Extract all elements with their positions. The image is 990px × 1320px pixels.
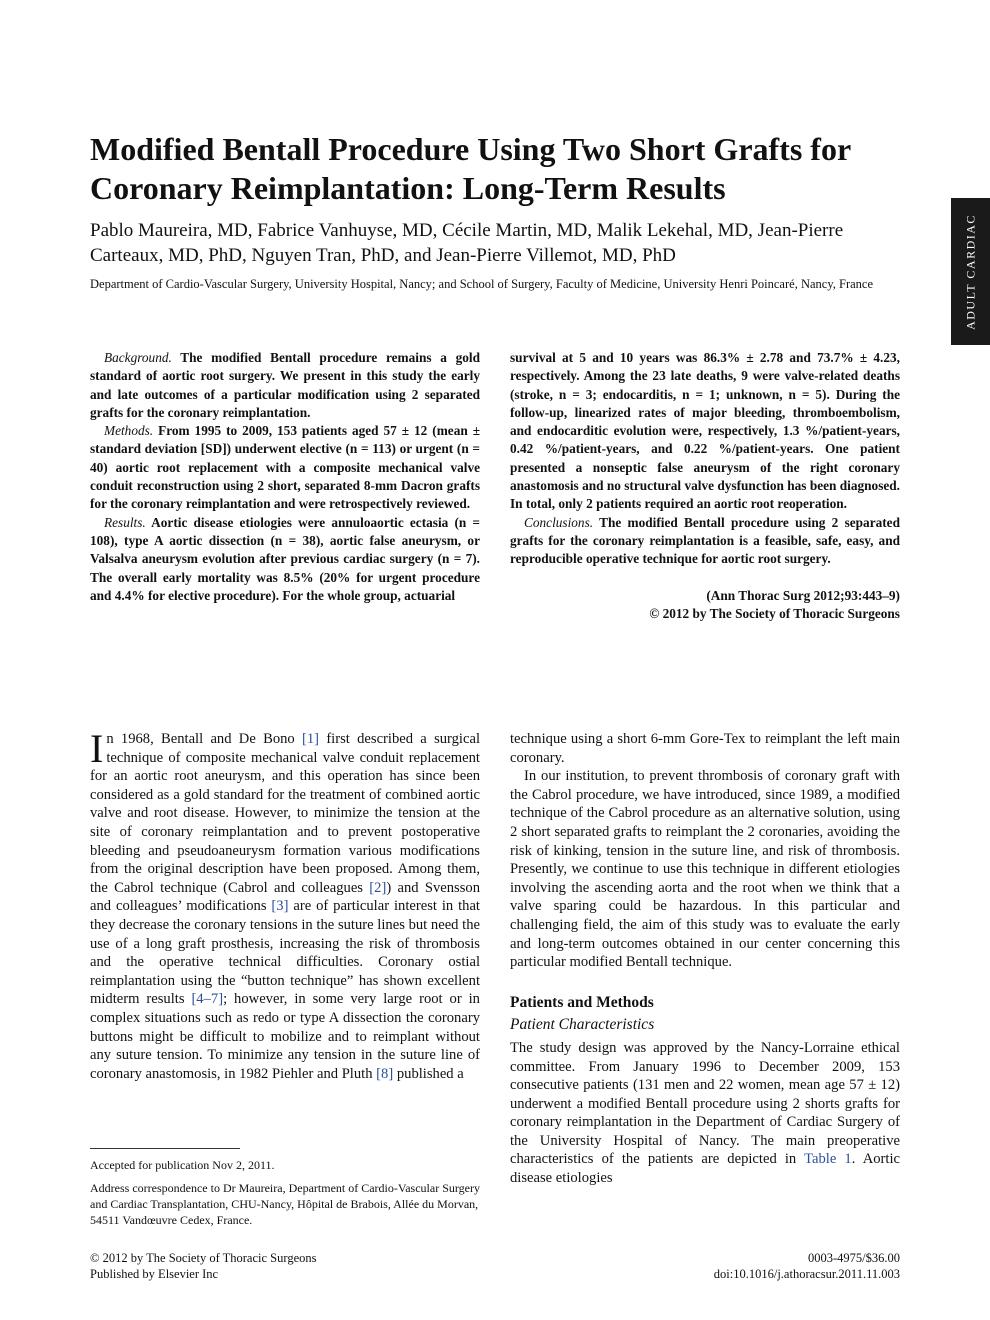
body-right-column	[510, 730, 900, 1188]
footer-publisher: Published by Elsevier Inc	[90, 1267, 219, 1281]
footer-doi: doi:10.1016/j.athoracsur.2011.11.003	[713, 1267, 900, 1281]
conclusions-label: Conclusions.	[524, 514, 594, 530]
section-tab	[951, 198, 990, 345]
abstract-results-continued: survival at 5 and 10 years was 86.3% ± 2.78 and 73.7% ± 4.23, respectively. Among the 23 late deaths, 9 were valve-related deaths (stroke, n = 3; endocarditis, n = 1; unknown, n = 5). During the follow-up, linearized rates of major bleeding, thromboembolism, and endocarditic evolution were, respectively, 1.3 %/patient-years, 0.42 %/patient-years, and 0.22 %/patient-years. One patient presented a nonseptic false aneurysm of the right coronary anastomosis and no structural valve dysfunction has been diagnosed. In total, only 2 patients required an aortic root reoperation.	[510, 350, 900, 512]
footer-left	[90, 1250, 316, 1282]
citation-text: (Ann Thorac Surg 2012;93:443–9)	[706, 587, 900, 603]
intro-text-4: are of particular interest in that they decrease the coronary tensions in the suture lines but need the use of a long graft prosthesis, increasing the risk of thrombosis and the operative technical difficulties. Coronary ostial reimplantation using the “button technique” has shown excellent midterm results	[90, 898, 480, 1008]
reference-link-1[interactable]: [1]	[302, 731, 320, 747]
reference-link-2[interactable]: [2]	[369, 879, 387, 896]
background-label: Background.	[104, 350, 172, 365]
abstract-right-column	[510, 349, 900, 623]
affiliation: Department of Cardio-Vascular Surgery, University Hospital, Nancy; and School of Surgery, Faculty of Medicine, University Henri Poincaré, Nancy, France	[90, 277, 874, 291]
institution-paragraph: In our institution, to prevent thrombosis of coronary graft with the Cabrol procedure, we have introduced, since 1989, a modified technique of the Cabrol procedure as an alternative solution, using 2 short separated grafts to reimplant the 2 coronaries, avoiding the risk of kinking, tension in the suture line, and risk of thrombosis. Presently, we continue to use this technique in different etiologies involving the ascending aorta and the root when we think that a valve sparing could be hazardous. In this particular and challenging field, the aim of this study was to evaluate the early and long-term outcomes obtained in our center concerning this particular modified Bentall technique.	[510, 768, 900, 971]
reference-link-4-7[interactable]: [4–7]	[191, 991, 224, 1008]
methods-label: Methods.	[104, 423, 154, 439]
footnote-divider	[90, 1148, 240, 1149]
patients-text-1: The study design was approved by the Nancy-Lorraine ethical committee. From January 1996 to December 2009, 153 consecutive patients (131 men and 22 women, mean age 57 ± 12) underwent a modified Bentall procedure using 2 shorts grafts for coronary reimplantation in the Department of Cardiac Surgery of the University Hospital of Nancy. The main preoperative characteristics of the patients are depicted in	[510, 1039, 900, 1168]
body-left-column	[90, 726, 481, 1083]
results-label: Results.	[104, 514, 146, 530]
section-heading: Patients and Methods	[510, 993, 654, 1011]
footer-right	[600, 1250, 900, 1282]
abstract-left-column	[90, 349, 480, 605]
footer-issn: 0003-4975/$36.00	[807, 1251, 900, 1265]
patients-paragraph	[510, 1039, 900, 1188]
abstract-methods	[90, 422, 480, 513]
intro-text-6: published a	[393, 1065, 464, 1082]
abstract-copyright: © 2012 by The Society of Thoracic Surgeons	[649, 605, 900, 621]
abstract-background	[90, 349, 480, 422]
background-text: The modified Bentall procedure remains a gold standard of aortic root surgery. We present in this study the early and late outcomes of a particular modification using 2 separated grafts for the coronary reimplantation.	[90, 350, 480, 420]
methods-text: From 1995 to 2009, 153 patients aged 57 ± 12 (mean ± standard deviation [SD]) underwent elective (n = 113) or urgent (n = 40) aortic root replacement with a composite mechanical valve conduit reconstruction using 2 short, separated 8-mm Dacron grafts for the coronary reimplantation and were retrospectively reviewed.	[90, 423, 480, 512]
intro-text-2: first described a surgical technique of composite mechanical valve conduit replacement for an aortic root aneurysm, and this operation has since been considered as a gold standard for the treatment of combined aortic valve and root disease. However, to minimize the tension at the site of coronary reimplantation and to prevent postoperative bleeding and pseudoaneurysm formation various modifications from the original description have been proposed. Among them, the Cabrol technique (Cabrol and colleagues	[90, 731, 481, 896]
intro-paragraph	[90, 726, 481, 1083]
drop-cap: I	[90, 726, 104, 771]
footer-copyright: © 2012 by The Society of Thoracic Surgeons	[90, 1251, 317, 1265]
subsection-heading: Patient Characteristics	[510, 1016, 655, 1034]
article-title: Modified Bentall Procedure Using Two Short Grafts for Coronary Reimplantation: Long-Term Results	[90, 131, 851, 206]
correspondence-footnote: Address correspondence to Dr Maureira, Department of Cardio-Vascular Surgery and Cardiac Transplantation, CHU-Nancy, Hôpital de Brabois, Allée du Morvan, 54511 Vandœuvre Cedex, France.	[90, 1181, 480, 1227]
intro-text-5: ; however, in some very large root or in complex situations such as redo or type A dissection the coronary buttons might be difficult to mobilize and to reimplant without any suture tension. To minimize any tension in the suture line of coronary anastomosis, in 1982 Piehler and Pluth	[90, 991, 480, 1082]
intro-text-1: n 1968, Bentall and De Bono	[106, 731, 303, 747]
journal-citation	[510, 587, 900, 624]
conclusions-text: The modified Bentall procedure using 2 separated grafts for the coronary reimplantation is a feasible, safe, easy, and reproducible operative technique for aortic root surgery.	[510, 514, 900, 567]
reference-link-3[interactable]: [3]	[271, 898, 289, 915]
abstract-results	[90, 514, 480, 605]
results-text-left: Aortic disease etiologies were annuloaortic ectasia (n = 108), type A aortic dissection (n = 38), aortic false aneurysm, or Valsalva aneurysm evolution after previous cardiac surgery (n = 7). The overall early mortality was 8.5% (20% for urgent procedure and 4.4% for elective procedure). For the whole group, actuarial	[90, 514, 480, 603]
section-tab-label: ADULT CARDIAC	[963, 213, 977, 330]
intro-paragraph-continued: technique using a short 6-mm Gore-Tex to reimplant the left main coronary.	[510, 731, 900, 766]
author-list: Pablo Maureira, MD, Fabrice Vanhuyse, MD, Cécile Martin, MD, Malik Lekehal, MD, Jean-Pierre Carteaux, MD, PhD, Nguyen Tran, PhD, and Jean-Pierre Villemot, MD, PhD	[90, 220, 844, 266]
abstract-conclusions	[510, 514, 900, 569]
table-1-link[interactable]: Table 1	[804, 1151, 852, 1168]
patients-text-2: . Aortic disease etiologies	[510, 1151, 900, 1187]
reference-link-8[interactable]: [8]	[376, 1065, 394, 1082]
accepted-footnote: Accepted for publication Nov 2, 2011.	[90, 1158, 275, 1172]
intro-text-3: ) and Svensson and colleagues’ modifications	[90, 879, 480, 915]
